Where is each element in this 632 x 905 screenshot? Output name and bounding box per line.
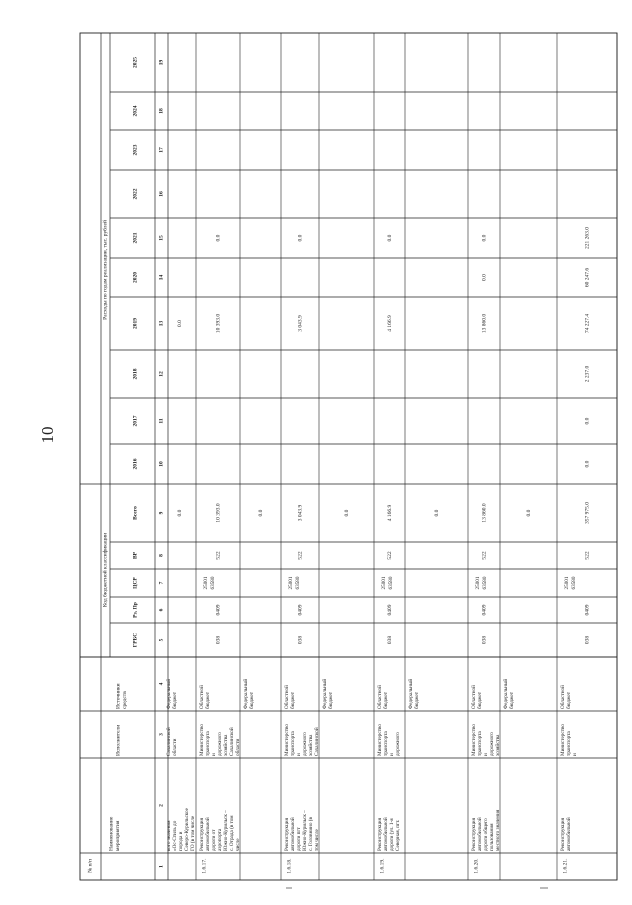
page-number: 10 [38, 426, 57, 444]
cell-name-row-1: с. Отрада (в том [229, 815, 236, 851]
cell-executor-row-9: и [572, 753, 579, 756]
cell-source-row-2: бюджет [249, 692, 256, 709]
column-number-5: 5 [158, 638, 165, 642]
cell-executor-row-7: хозяйства [495, 734, 502, 756]
cell-name-row-1: Реконструкция [199, 818, 206, 851]
cell-executor-row-0: области [172, 738, 179, 756]
cell-executor-row-9: транспорта [566, 731, 573, 756]
cell-vr-row-1: 522 [215, 551, 222, 560]
column-number-8: 8 [158, 554, 165, 557]
header-budget-code: Код бюджетной классификации [102, 532, 109, 608]
column-number-10: 10 [158, 461, 165, 467]
cell-y2019-row-9: 74 227.4 [584, 313, 591, 334]
header-executor: Исполнители [115, 724, 122, 756]
cell-csr-row-3: 25001 [288, 576, 295, 590]
cell-source-row-0: бюджет [172, 692, 179, 709]
cell-executor-row-1: области [235, 738, 242, 756]
cell-executor-row-1: и [211, 753, 218, 756]
cell-executor-row-5: и [389, 753, 396, 756]
cell-y2021-row-7: 0.0 [481, 234, 488, 242]
cell-source-row-8: бюджет [509, 692, 516, 709]
cell-num-row-9: 1.6.21. [562, 858, 569, 874]
cell-csr-row-1: 25001 [203, 576, 210, 590]
cell-y2018-row-9: 2 237.0 [584, 365, 591, 383]
cell-executor-row-1: Министерство [199, 724, 206, 756]
column-number-4: 4 [158, 682, 165, 686]
cell-total-row-4: 0.0 [343, 509, 350, 517]
cell-executor-row-7: и [483, 753, 490, 756]
cell-name-row-1: Южно-Курильск – [223, 810, 230, 851]
cell-num-row-1: 1.6.17. [201, 858, 208, 874]
header-csr: ЦСР [132, 577, 139, 589]
cell-source-row-0: Федеральный [166, 678, 173, 709]
cell-name-row-7: автомобильной [477, 817, 484, 851]
cell-y2019-row-7: 13 860.0 [481, 313, 488, 334]
cell-name-row-7: местного значения [495, 809, 502, 851]
cell-y2019-row-0: 0.0 [176, 320, 183, 327]
cell-y2016-row-9: 0.0 [584, 460, 591, 468]
cell-y2021-row-9: 221 263.0 [584, 227, 591, 249]
header-year-2019: 2019 [132, 318, 139, 329]
cell-name-row-3: Южно-Курильск – [302, 810, 309, 851]
cell-name-row-0: ГО (в том числе [190, 815, 197, 851]
cell-name-row-1: аэропорта [217, 828, 224, 851]
cell-source-row-9: бюджет [566, 692, 573, 709]
cell-y2021-row-3: 0.0 [297, 234, 304, 242]
header-vr: ВР [132, 551, 139, 560]
cell-executor-row-3: дорожного [302, 732, 309, 756]
cell-grbs-row-9: 038 [584, 635, 591, 645]
column-number-17: 17 [158, 147, 165, 153]
column-number-16: 16 [158, 191, 165, 197]
cell-csr-row-7: 25001 [475, 576, 482, 590]
cell-csr-row-3: 63580 [295, 576, 302, 590]
cell-y2019-row-5: 4 166.9 [386, 315, 393, 332]
cell-csr-row-1: 63580 [210, 576, 217, 590]
cell-executor-row-7: транспорта [477, 731, 484, 756]
cell-name-row-3: с. Головнино (в [308, 817, 315, 851]
header-total: Всего [132, 506, 139, 520]
cell-y2020-row-7: 0.0 [481, 274, 488, 281]
cell-executor-row-1: Сахалинской [229, 727, 236, 756]
cell-name-row-9: автомобильной [566, 817, 573, 851]
cell-csr-row-5: 25001 [381, 576, 388, 590]
cell-name-row-5: дороги (ул. 1-я [389, 818, 396, 851]
cell-name-row-7: Реконструкция [471, 818, 478, 851]
column-number-7: 7 [158, 581, 165, 585]
header-year-2020: 2020 [132, 272, 139, 283]
cell-source-row-4: Федеральный [322, 678, 329, 709]
header-name: Наименование [108, 816, 115, 851]
cell-rzpr-row-7: 0409 [481, 604, 488, 616]
cell-total-row-9: 357 975.0 [584, 502, 591, 524]
cell-executor-row-1: транспорта [205, 731, 212, 756]
cell-executor-row-7: дорожного [489, 732, 496, 756]
header-rzpr: Рз, Пр [132, 602, 139, 618]
cell-name-row-9: Реконструкция [560, 818, 567, 851]
cell-grbs-row-5: 038 [386, 635, 393, 645]
column-number-11: 11 [158, 418, 165, 424]
cell-total-row-5: 4 166.9 [386, 504, 393, 522]
cell-y2021-row-5: 0.0 [386, 234, 393, 242]
header-year-2018: 2018 [132, 368, 139, 380]
cell-grbs-row-3: 038 [297, 635, 304, 645]
cell-y2021-row-1: 0.0 [215, 234, 222, 242]
header-name: мероприятия [114, 820, 121, 851]
header-year-2024: 2024 [132, 105, 139, 117]
column-number-15: 15 [158, 235, 165, 241]
cell-source-row-6: Федеральный [408, 678, 415, 709]
header-expenses: Расходы по годам реализации, тыс. рублей [102, 220, 109, 320]
cell-source-row-7: Областной [471, 685, 478, 709]
cell-vr-row-5: 522 [386, 551, 393, 560]
cell-name-row-3: Реконструкция [284, 818, 291, 851]
cell-source-row-5: Областной [377, 685, 384, 709]
cell-y2017-row-9: 0.0 [584, 417, 591, 425]
cell-source-row-3: бюджет [290, 692, 297, 709]
cell-executor-row-1: хозяйства [223, 734, 230, 756]
column-number-3: 3 [158, 733, 165, 736]
cell-total-row-6: 0.0 [433, 509, 440, 517]
cell-executor-row-5: дорожного [395, 732, 402, 756]
column-number-1: 1 [158, 865, 165, 868]
header-year-2025: 2025 [132, 57, 139, 68]
cell-name-row-5: Реконструкция [377, 818, 384, 851]
cell-executor-row-7: Министерство [471, 724, 478, 756]
cell-y2019-row-1: 10 393.0 [215, 313, 222, 334]
cell-name-row-7: дороги общего [483, 818, 490, 851]
cell-grbs-row-1: 038 [215, 635, 222, 645]
cell-executor-row-0: Сахалинской [166, 727, 173, 756]
cell-name-row-5: автомобильной [383, 817, 390, 851]
cell-total-row-0: 0.0 [176, 509, 183, 517]
cell-name-row-1: дороги от [211, 829, 218, 851]
cell-num-row-5: 1.6.19. [379, 858, 386, 874]
cell-source-row-1: бюджет [205, 692, 212, 709]
cell-name-row-3: дороги пгт [296, 827, 303, 851]
table-frame [80, 33, 617, 880]
cell-rzpr-row-5: 0409 [386, 604, 393, 616]
header-year-2021: 2021 [132, 232, 139, 244]
cell-source-row-4: бюджет [328, 692, 335, 709]
cell-y2019-row-3: 3 043.9 [297, 315, 304, 332]
column-number-19: 19 [158, 59, 165, 66]
cell-name-row-1: автомобильной [205, 817, 212, 851]
cell-rzpr-row-9: 0409 [584, 604, 591, 616]
cell-csr-row-9: 63580 [571, 576, 578, 590]
column-number-13: 13 [158, 320, 165, 327]
header-num: № п/п [87, 858, 94, 874]
cell-name-row-3: том числе [314, 829, 321, 851]
cell-source-row-3: Областной [284, 685, 291, 709]
cell-name-row-0: Северо-Курильское [184, 808, 191, 851]
column-number-6: 6 [158, 608, 165, 612]
cell-csr-row-9: 25001 [564, 576, 571, 590]
cell-source-row-7: бюджет [477, 692, 484, 709]
column-number-14: 14 [158, 274, 165, 281]
header-year-2016: 2016 [132, 458, 139, 470]
column-number-2: 2 [158, 804, 165, 807]
cell-num-row-7: 1.6.20. [473, 858, 480, 874]
cell-executor-row-5: Министерство [377, 724, 384, 756]
cell-executor-row-3: транспорта [290, 731, 297, 756]
cell-y2020-row-9: 60 247.6 [584, 267, 591, 288]
cell-rzpr-row-1: 0409 [215, 604, 222, 616]
cell-vr-row-3: 522 [297, 551, 304, 560]
header-source: средств [121, 691, 128, 709]
cell-grbs-row-7: 038 [481, 635, 488, 645]
cell-name-row-0: «Ос-Стиль до [172, 820, 179, 851]
cell-num-row-3: 1.6.18. [286, 858, 293, 874]
cell-executor-row-9: Министерство [560, 724, 567, 756]
cell-total-row-8: 0.0 [525, 509, 532, 517]
header-year-2022: 2022 [132, 188, 139, 200]
column-number-12: 12 [158, 371, 165, 377]
cell-executor-row-3: хозяйства [308, 734, 315, 756]
cell-source-row-5: бюджет [383, 692, 390, 709]
cell-name-row-3: автомобильной [290, 817, 297, 851]
cell-rzpr-row-3: 0409 [297, 604, 304, 616]
cell-name-row-1: числе [235, 838, 242, 851]
table-root [80, 33, 617, 888]
header-year-2023: 2023 [132, 144, 139, 156]
cell-total-row-7: 13 860.0 [481, 503, 488, 523]
column-number-9: 9 [158, 511, 165, 515]
cell-source-row-1: Областной [199, 685, 206, 709]
cell-executor-row-3: Сахалинской [314, 727, 321, 756]
header-source: Источники [115, 683, 122, 709]
cell-executor-row-5: транспорта [383, 731, 390, 756]
cell-csr-row-5: 63580 [388, 576, 395, 590]
cell-source-row-2: Федеральный [243, 678, 250, 709]
cell-source-row-8: Федеральный [503, 678, 510, 709]
cell-name-row-0: порода и [178, 831, 185, 851]
header-year-2017: 2017 [132, 415, 139, 427]
cell-name-row-0: кого значения [166, 820, 173, 851]
cell-source-row-6: бюджет [414, 692, 421, 709]
cell-total-row-3: 3 043.9 [297, 504, 304, 522]
column-number-18: 18 [158, 108, 165, 114]
cell-name-row-5: Северная, пгт. [395, 819, 402, 851]
cell-executor-row-3: и [296, 753, 303, 756]
cell-vr-row-7: 522 [481, 551, 488, 560]
cell-csr-row-7: 63580 [482, 576, 489, 590]
cell-vr-row-9: 522 [584, 551, 591, 560]
cell-total-row-1: 10 393.0 [215, 503, 222, 523]
header-grbs: ГРБС [132, 632, 139, 648]
cell-executor-row-3: Министерство [284, 724, 291, 756]
cell-source-row-9: Областной [560, 685, 567, 709]
cell-name-row-7: пользования [489, 823, 496, 851]
cell-executor-row-1: дорожного [217, 732, 224, 756]
cell-total-row-2: 0.0 [257, 509, 264, 517]
